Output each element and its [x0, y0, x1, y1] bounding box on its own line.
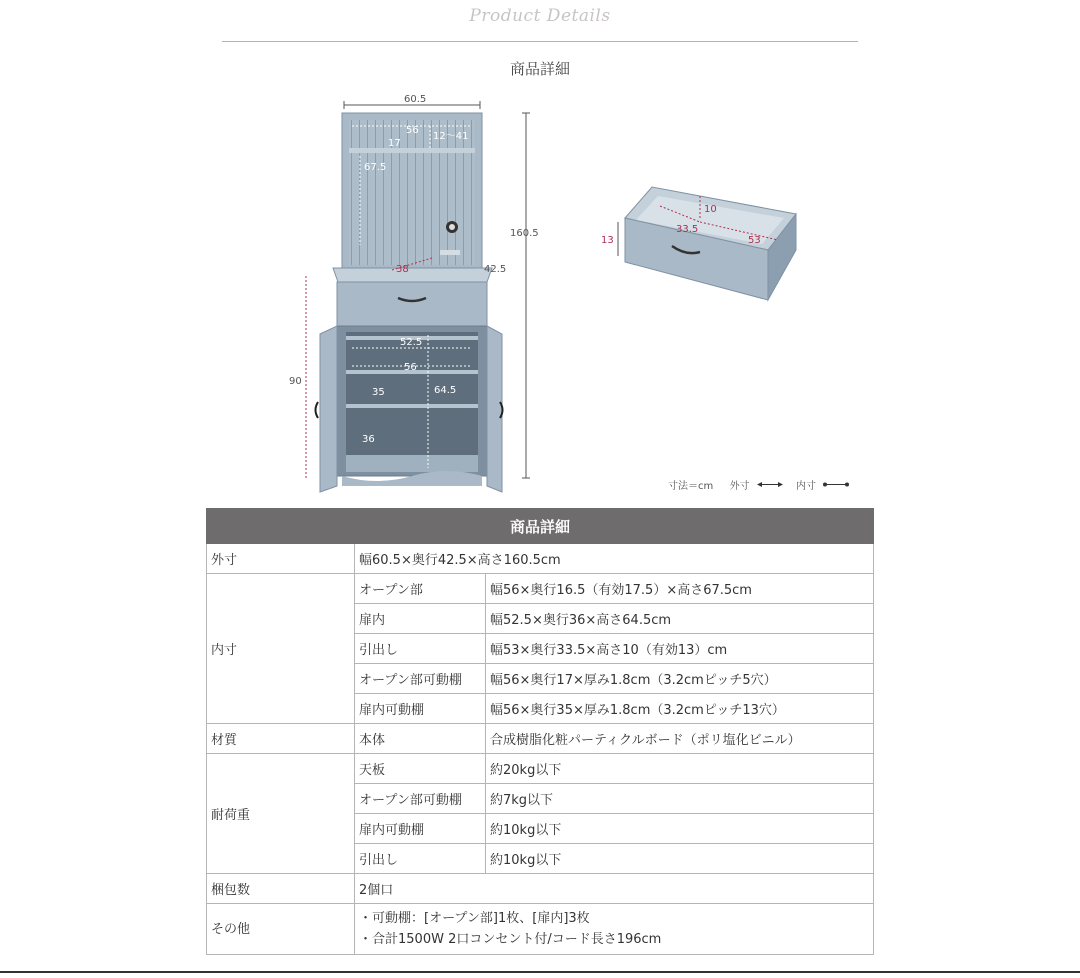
legend-outer-label: 外寸	[729, 481, 750, 492]
row-sublabel: 扉内	[355, 604, 486, 634]
dim-door-inner-width: 52.5	[400, 337, 423, 348]
door-handle-left-icon	[316, 402, 319, 418]
dim-total-height: 160.5	[510, 228, 539, 239]
table-row	[207, 754, 874, 784]
dim-open-inner-width: 56	[406, 125, 419, 136]
cabinet-illustration	[316, 113, 503, 492]
row-label: 耐荷重	[207, 754, 355, 874]
dim-shelf-depth: 17	[388, 138, 401, 149]
row-value: 約7kg以下	[486, 784, 874, 814]
page-title: 商品詳細	[509, 60, 570, 78]
row-sublabel: 引出し	[355, 844, 486, 874]
row-value: 合成樹脂化粧パーティクルボード（ポリ塩化ビニル）	[486, 724, 874, 754]
outer-arrow-icon	[757, 480, 783, 489]
dim-drawer-width: 53	[748, 235, 761, 246]
dim-drawer-inner-height: 10	[704, 204, 717, 215]
table-row	[207, 874, 874, 904]
inner-arrow-icon	[823, 480, 849, 489]
row-value: 幅53×奥行33.5×高さ10（有効13）cm	[486, 634, 874, 664]
dim-drawer-depth: 33.5	[676, 224, 699, 235]
row-sublabel: 扉内可動棚	[355, 814, 486, 844]
row-sublabel: 天板	[355, 754, 486, 784]
row-value: 約20kg以下	[486, 754, 874, 784]
table-row	[207, 904, 874, 955]
dim-door-shelf-width: 56	[404, 362, 417, 373]
row-value: 幅60.5×奥行42.5×高さ160.5cm	[355, 544, 874, 574]
other-line: ・可動棚：[オープン部]1枚、[扉内]3枚	[359, 911, 590, 926]
dim-top-depth: 38	[396, 264, 409, 275]
row-sublabel: オープン部	[355, 574, 486, 604]
row-value: 幅52.5×奥行36×高さ64.5cm	[486, 604, 874, 634]
other-line: ・合計1500W 2口コンセント付/コード長さ196cm	[359, 932, 662, 947]
dim-door-shelf-depth: 35	[372, 387, 385, 398]
row-label: その他	[207, 904, 355, 955]
row-value: 約10kg以下	[486, 814, 874, 844]
table-row	[207, 724, 874, 754]
dim-open-height: 67.5	[364, 162, 387, 173]
row-value: 幅56×奥行16.5（有効17.5）×高さ67.5cm	[486, 574, 874, 604]
bottom-divider	[0, 971, 1080, 973]
row-sublabel: オープン部可動棚	[355, 664, 486, 694]
row-value: 約10kg以下	[486, 844, 874, 874]
header-script-title: Product Details	[469, 6, 611, 26]
row-value: 2個口	[355, 874, 874, 904]
table-row	[207, 544, 874, 574]
row-label: 材質	[207, 724, 355, 754]
dim-door-depth: 36	[362, 434, 375, 445]
dimension-legend	[668, 477, 859, 492]
row-value: 幅56×奥行35×厚み1.8cm（3.2cmピッチ13穴）	[486, 694, 874, 724]
table-row	[207, 574, 874, 604]
dim-shelf-pitch: 12～41	[433, 131, 469, 142]
spec-table-heading: 商品詳細	[207, 509, 874, 544]
row-label: 内寸	[207, 574, 355, 724]
row-sublabel: 扉内可動棚	[355, 694, 486, 724]
dim-door-inner-height: 64.5	[434, 385, 457, 396]
legend-inner-label: 内寸	[796, 481, 816, 492]
row-label: 梱包数	[207, 874, 355, 904]
row-sublabel: 引出し	[355, 634, 486, 664]
row-value: 幅56×奥行17×厚み1.8cm（3.2cmピッチ5穴）	[486, 664, 874, 694]
dim-drawer-outer-height: 13	[601, 235, 614, 246]
row-sublabel: 本体	[355, 724, 486, 754]
spec-table	[206, 508, 874, 955]
legend-unit: 寸法＝cm	[668, 481, 714, 492]
dim-width-top: 60.5	[404, 94, 427, 105]
dim-outer-depth: 42.5	[484, 264, 507, 275]
dim-lower-height: 90	[289, 376, 302, 387]
row-label: 外寸	[207, 544, 355, 574]
row-sublabel: オープン部可動棚	[355, 784, 486, 814]
row-value	[355, 904, 874, 955]
